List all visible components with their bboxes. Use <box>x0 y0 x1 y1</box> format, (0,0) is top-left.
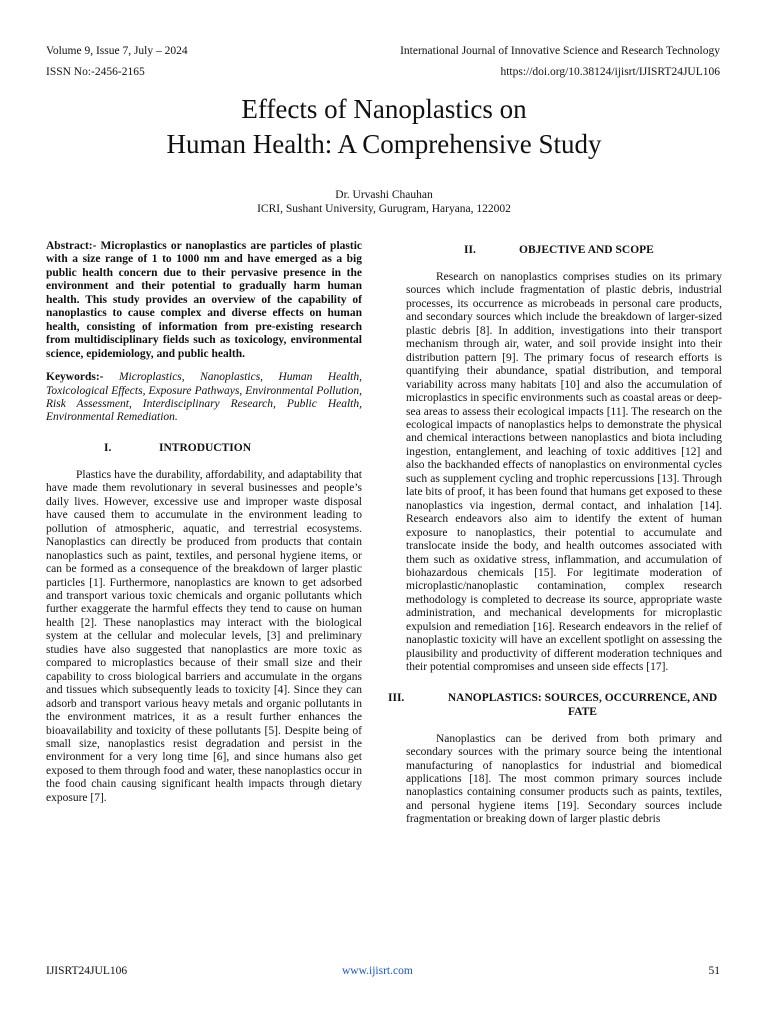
footer-paper-code: IJISRT24JUL106 <box>46 965 128 977</box>
website-link[interactable]: www.ijisrt.com <box>342 965 413 977</box>
keywords-text: Microplastics, Nanoplastics, Human Health, Toxicological Effects, Exposure Pathways, Environmental Pollution, Risk Assessment, Interdisciplinary Research, Public Health, Environmental Remediation. <box>46 371 362 424</box>
section-title: NANOPLASTICS: SOURCES, OCCURRENCE, AND FATE <box>447 691 718 718</box>
introduction-body: Plastics have the durability, affordability, and adaptability that have made them revolutionary in several businesses and people’s daily lives. However, excessive use and improper waste disposal have caused them to accumulate in the environment leading to pollution of atmospheric, aquatic, and terrestrial ecosystems. Nanoplastics can directly be produced from products that contain nanoplastics such as paint, textiles, and personal hygiene items, or can be formed as a consequence of the breakdown of larger plastic particles [1]. Furthermore, nanoplastics are known to get adsorbed and transport various toxic chemicals and organic pollutants which further exaggerate the harmful effects they tend to cause on human health [2]. These nanoplastics may interact with the biological system at the cellular and molecular levels, [3] and preliminary studies have also suggested that nanoplastics are more toxic as compared to microplastics because of their small size and their capability to cross biological barriers and accumulate in the organs and tissues which subsequently leads to toxicity [4]. Since they can adsorb and transport various heavy metals and organic pollutants in the environment matrices, it as a result further enhances the bioavailability and toxicity of these pollutants [5]. Despite being of small size, nanoplastics resist degradation and persist in the environment for a very long time [6], and since humans also get exposed to them through food and water, these nanoplastics occur in the food chain causing significant health impacts through dietary exposure [7]. <box>46 468 362 804</box>
doi-link[interactable]: https://doi.org/10.38124/ijisrt/IJISRT24JUL106 <box>500 66 720 78</box>
section-number: II. <box>464 244 476 256</box>
section-heading-introduction <box>46 441 362 455</box>
author-block <box>0 188 768 216</box>
footer-website <box>342 964 413 978</box>
objective-body: Research on nanoplastics comprises studies on its primary sources which include fragmentation of plastic debris, industrial processes, its occurrence as microbeads in personal care products, and secondary sources which include the breakdown of larger-sized plastic debris [8]. In addition, investigations into their transport mechanism through air, water, and soil provide insight into their distribution pattern [9]. The primary focus of research efforts is quantifying their abundance, spatial distribution, and temporal variability across many habitats [10] and also the accumulation of microplastics in specific environments such as coastal areas or deep-sea areas to assess their ecological impacts [11]. The research on the ecological impacts of nanoplastics helps to demonstrate the physical and chemical interactions between nanoplastics and biota including ingestion, entanglement, and leaching of toxic additives [12] and also the backhanded effects of nanoplastics on environmental cycles such as supplement cycling and trophic repercussions [13]. Through late bits of proof, it has been found that humans get exposed to these nanoplastics via ingestion, dermal contact, and inhalation [14]. Research endeavors also aim to identify the extent of human exposure to nanoplastics, their potential to accumulate and translocate inside the body, and health outcomes associated with them such as oxidative stress, inflammation, and accumulation of biohazardous chemicals [15]. For legitimate moderation of microplastic/nanoplastic contamination, complex research methodology is completed to decrease its source, appropriate waste administration, and mechanical developments for microplastic expulsion and remediation [16]. Research endeavors in the relief of nanoplastic toxicity will have an excellent spotlight on assessing the plausibility and productivity of different moderation techniques and their potential compromises and unseen side effects [17]. <box>406 271 722 674</box>
issn: ISSN No:-2456-2165 <box>46 66 145 78</box>
abstract: Abstract:- Microplastics or nanoplastics are particles of plastic with a size range of 1 to 1000 nm and have emerged as a big public health concern due to their pervasive presence in the environment and their potential to gradually harm human health. This study provides an overview of the capability of nanoplastics to cause complex and diverse effects on human health, consisting of information from pre-existing research from multidisciplinary fields such as toxicology, environmental science, epidemiology, and public health. <box>46 240 362 360</box>
section-title: OBJECTIVE AND SCOPE <box>519 244 654 256</box>
journal-name: International Journal of Innovative Science and Research Technology <box>400 45 720 57</box>
title-line-2: Human Health: A Comprehensive Study <box>166 129 602 159</box>
section-number: I. <box>104 441 112 454</box>
author-affiliation: ICRI, Sushant University, Gurugram, Haryana, 122002 <box>257 203 511 215</box>
volume-info: Volume 9, Issue 7, July – 2024 <box>46 45 188 57</box>
sources-body: Nanoplastics can be derived from both primary and secondary sources with the primary source being the intentional manufacturing of nanoplastics for industrial and biomedical applications [18]. The most common primary sources include nanoplastics containing consumer products such as paints, textiles, and personal hygiene items [19]. Secondary sources include fragmentation or breaking down of larger plastic debris <box>406 732 722 826</box>
page-number: 51 <box>708 965 720 977</box>
keywords-label: Keywords:- <box>46 371 104 384</box>
author-name: Dr. Urvashi Chauhan <box>335 189 433 201</box>
right-column <box>388 240 722 827</box>
paper-title <box>0 92 768 162</box>
section-heading-sources <box>388 691 722 719</box>
left-column <box>46 240 362 805</box>
title-line-1: Effects of Nanoplastics on <box>241 94 527 124</box>
keywords <box>46 371 362 425</box>
section-heading-objective <box>406 243 722 257</box>
section-title: INTRODUCTION <box>159 441 252 454</box>
section-number: III. <box>388 691 405 704</box>
